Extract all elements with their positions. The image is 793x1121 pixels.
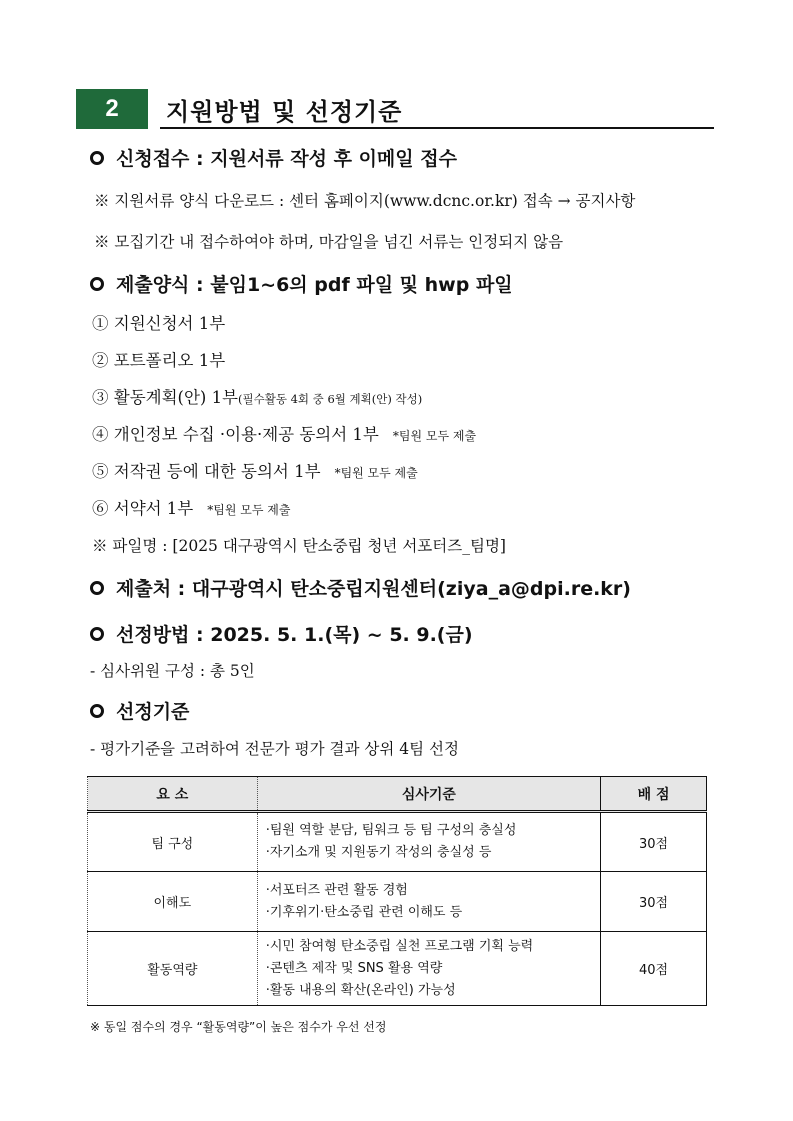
row-element: 팀 구성 <box>88 812 258 872</box>
circle-bullet-icon <box>90 277 104 291</box>
header-criteria: 심사기준 <box>257 777 600 812</box>
format-item: ① 지원신청서 1부 <box>92 314 226 333</box>
row-criteria: ·서포터즈 관련 활동 경험 ·기후위기·탄소중립 관련 이해도 등 <box>257 872 600 932</box>
section-number: 2 <box>76 89 148 129</box>
format-item: ④ 개인정보 수집 ·이용·제공 동의서 1부 *팀원 모두 제출 <box>92 425 477 444</box>
header-score: 배 점 <box>601 777 707 812</box>
format-item: ⑥ 서약서 1부 *팀원 모두 제출 <box>92 499 291 518</box>
section-underline <box>160 127 714 129</box>
format-item: ③ 활동계획(안) 1부(필수활동 4회 중 6월 계획(안) 작성) <box>92 388 423 407</box>
criteria-heading: 선정기준 <box>90 697 189 724</box>
circle-bullet-icon <box>90 704 104 718</box>
submit-heading: 제출처 : 대구광역시 탄소중립지원센터(ziya_a@dpi.re.kr) <box>90 574 631 601</box>
method-note: - 심사위원 구성 : 총 5인 <box>90 662 255 680</box>
format-item: ② 포트폴리오 1부 <box>92 351 226 370</box>
row-element: 이해도 <box>88 872 258 932</box>
apply-heading: 신청접수 : 지원서류 작성 후 이메일 접수 <box>90 144 457 171</box>
format-item: ⑤ 저작권 등에 대한 동의서 1부 *팀원 모두 제출 <box>92 462 418 481</box>
row-criteria: ·팀원 역할 분담, 팀워크 등 팀 구성의 충실성 ·자기소개 및 지원동기 작성의 충실성 등 <box>257 812 600 872</box>
circle-bullet-icon <box>90 581 104 595</box>
format-heading: 제출양식 : 붙임1~6의 pdf 파일 및 hwp 파일 <box>90 270 513 297</box>
method-heading: 선정방법 : 2025. 5. 1.(목) ~ 5. 9.(금) <box>90 620 473 647</box>
format-filename: ※ 파일명 : [2025 대구광역시 탄소중립 청년 서포터즈_팀명] <box>92 537 506 555</box>
apply-note-download: ※ 지원서류 양식 다운로드 : 센터 홈페이지(www.dcnc.or.kr) 접속 → 공지사항 <box>94 192 636 210</box>
row-element: 활동역량 <box>88 932 258 1006</box>
header-element: 요 소 <box>88 777 258 812</box>
row-score: 30점 <box>601 872 707 932</box>
circle-bullet-icon <box>90 151 104 165</box>
row-score: 30점 <box>601 812 707 872</box>
apply-note-deadline: ※ 모집기간 내 접수하여야 하며, 마감일을 넘긴 서류는 인정되지 않음 <box>94 233 564 251</box>
row-score: 40점 <box>601 932 707 1006</box>
section-title: 지원방법 및 선정기준 <box>166 98 403 126</box>
table-row <box>88 812 707 872</box>
table-header-row <box>88 777 707 812</box>
circle-bullet-icon <box>90 627 104 641</box>
criteria-note: - 평가기준을 고려하여 전문가 평가 결과 상위 4팀 선정 <box>90 740 459 758</box>
section-header <box>76 89 716 131</box>
criteria-table <box>87 776 707 1006</box>
table-footnote: ※ 동일 점수의 경우 “활동역량”이 높은 점수가 우선 선정 <box>90 1020 387 1034</box>
table-row <box>88 932 707 1006</box>
table-row <box>88 872 707 932</box>
row-criteria: ·시민 참여형 탄소중립 실천 프로그램 기획 능력 ·콘텐츠 제작 및 SNS 활용 역량 ·활동 내용의 확산(온라인) 가능성 <box>257 932 600 1006</box>
